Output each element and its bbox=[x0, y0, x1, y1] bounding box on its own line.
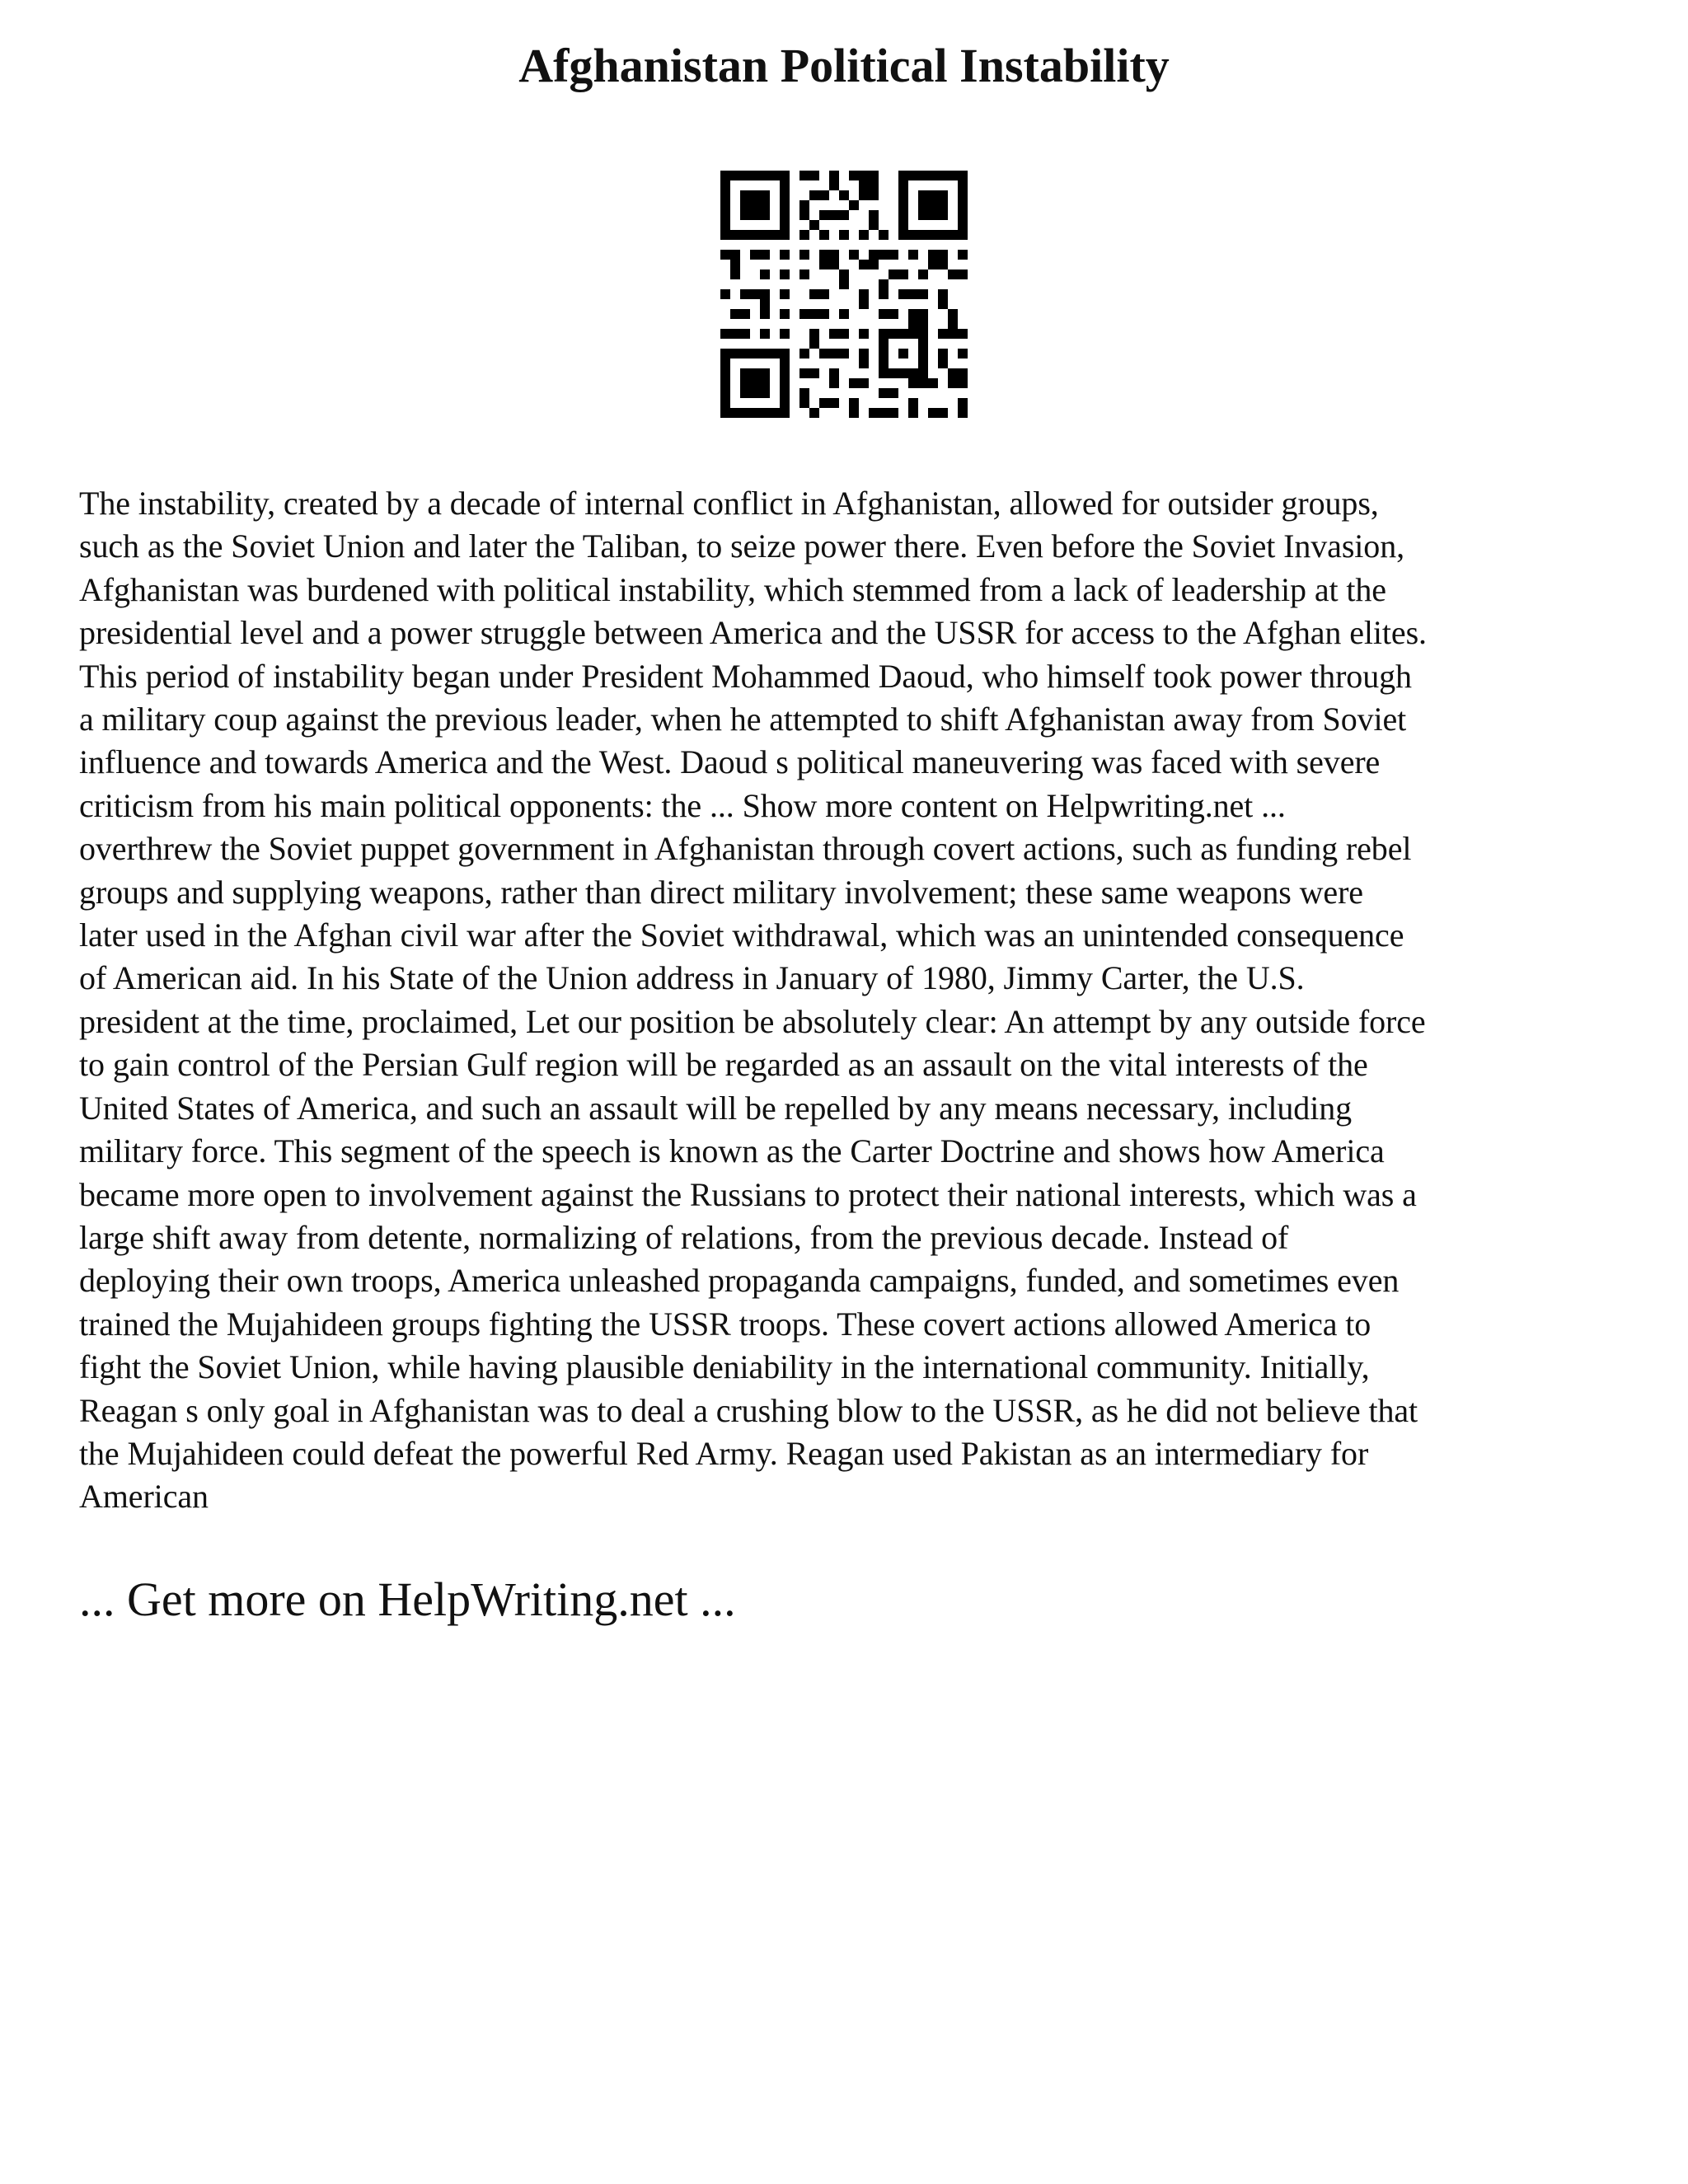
get-more-link[interactable]: ... Get more on HelpWriting.net ... bbox=[79, 1572, 736, 1626]
page-title: Afghanistan Political Instability bbox=[518, 39, 1170, 92]
body-line: later used in the Afghan civil war after the Soviet withdrawal, which was an unintended consequence bbox=[79, 916, 1404, 954]
body-line: trained the Mujahideen groups fighting the USSR troops. These covert actions allowed America to bbox=[79, 1305, 1372, 1343]
body-line: presidential level and a power struggle between America and the USSR for access to the Afghan elites. bbox=[79, 614, 1427, 652]
body-line: large shift away from detente, normalizing of relations, from the previous decade. Instead of bbox=[79, 1218, 1289, 1256]
body-line: to gain control of the Persian Gulf region will be regarded as an assault on the vital interests of the bbox=[79, 1046, 1368, 1084]
body-line: military force. This segment of the speech is known as the Carter Doctrine and shows how America bbox=[79, 1132, 1385, 1170]
body-line: overthrew the Soviet puppet government in Afghanistan through covert actions, such as funding rebel bbox=[79, 830, 1412, 868]
body-line: fight the Soviet Union, while having plausible deniability in the international community. Initially, bbox=[79, 1348, 1370, 1386]
body-line: United States of America, and such an assault will be repelled by any means necessary, including bbox=[79, 1089, 1353, 1127]
body-line: influence and towards America and the West. Daoud s political maneuvering was faced with severe bbox=[79, 743, 1381, 781]
body-line: deploying their own troops, America unleashed propaganda campaigns, funded, and sometimes even bbox=[79, 1262, 1400, 1300]
body-line: American bbox=[79, 1478, 209, 1516]
body-line: This period of instability began under President Mohammed Daoud, who himself took power through bbox=[79, 657, 1412, 695]
body-line: Afghanistan was burdened with political instability, which stemmed from a lack of leadership at the bbox=[79, 570, 1386, 608]
body-line: became more open to involvement against the Russians to protect their national interests, which was a bbox=[79, 1175, 1417, 1213]
body-line: The instability, created by a decade of internal conflict in Afghanistan, allowed for outsider groups, bbox=[79, 485, 1379, 522]
body-line: president at the time, proclaimed, Let our position be absolutely clear: An attempt by any outside force bbox=[79, 1002, 1426, 1040]
qr-code-icon bbox=[720, 171, 968, 418]
article-body bbox=[79, 482, 1629, 1519]
body-line: such as the Soviet Union and later the Taliban, to seize power there. Even before the Soviet Invasion, bbox=[79, 527, 1405, 565]
body-line: criticism from his main political opponents: the ... Show more content on Helpwriting.net ... bbox=[79, 786, 1286, 824]
body-line: groups and supplying weapons, rather than direct military involvement; these same weapons were bbox=[79, 873, 1363, 911]
body-line: a military coup against the previous leader, when he attempted to shift Afghanistan away from Soviet bbox=[79, 701, 1407, 738]
body-line: the Mujahideen could defeat the powerful Red Army. Reagan used Pakistan as an intermediary for bbox=[79, 1434, 1369, 1472]
qr-code-graphic bbox=[720, 171, 968, 418]
body-line: of American aid. In his State of the Union address in January of 1980, Jimmy Carter, the U.S. bbox=[79, 959, 1305, 997]
body-line: Reagan s only goal in Afghanistan was to deal a crushing blow to the USSR, as he did not believe that bbox=[79, 1391, 1418, 1429]
